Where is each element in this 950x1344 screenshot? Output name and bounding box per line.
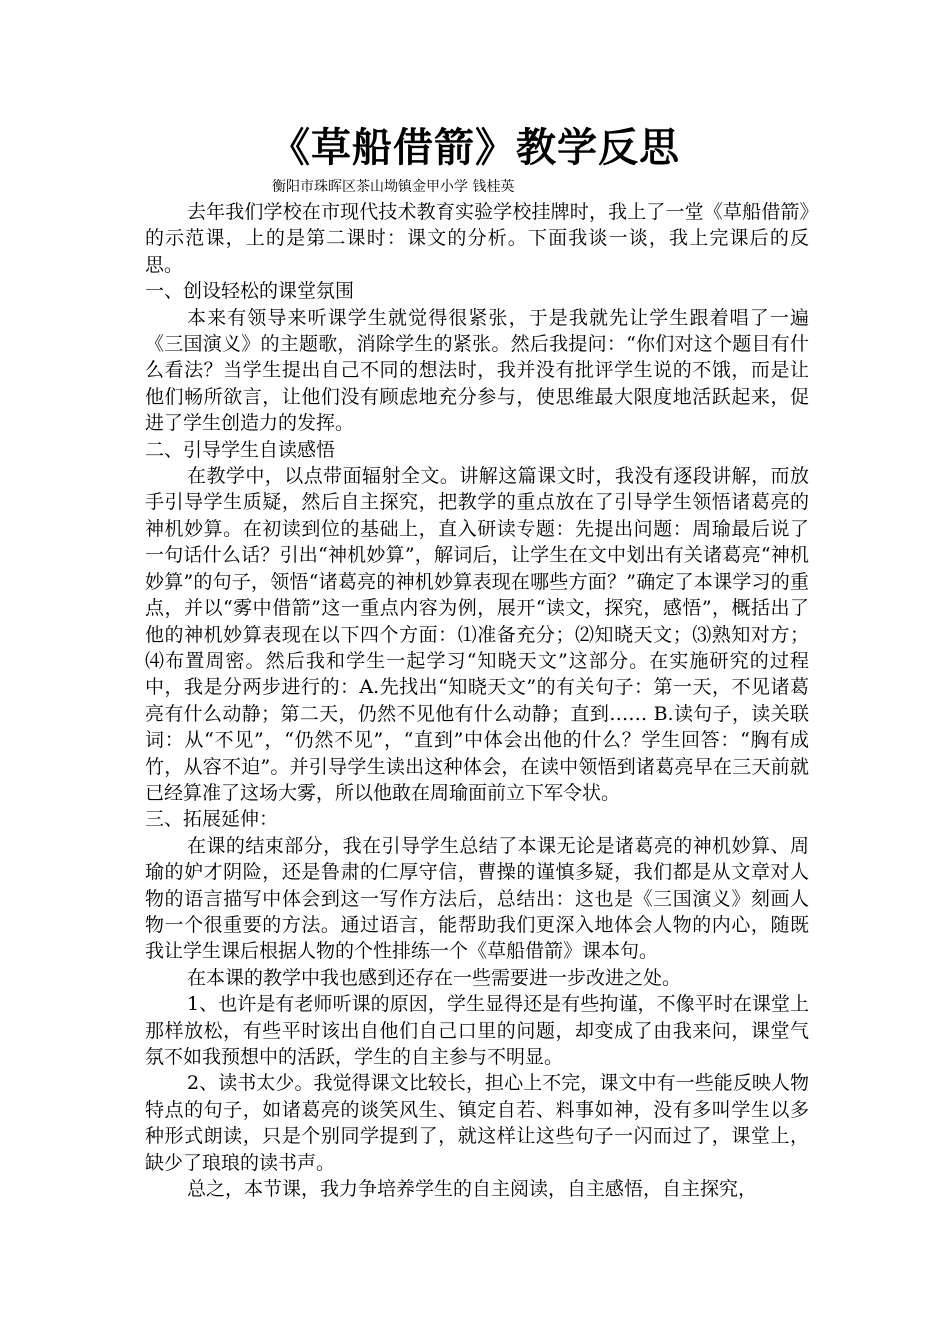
paragraph-improvement-2: 2、读书太少。我觉得课文比较长，担心上不完，课文中有一些能反映人物特点的句子，如诸葛亮的谈笑风生、镇定自若、料事如神，没有多叫学生以多种形式朗读，只是个别同学提到了，就这样让这些句子一闪而过了，课堂上，缺少了琅琅的读书声。 [145, 1072, 809, 1174]
document-body [145, 199, 809, 1202]
paragraph-improvements-intro: 在本课的教学中我也感到还存在一些需要进一步改进之处。 [187, 966, 682, 989]
section-heading-3: 三、拓展延伸： [145, 808, 279, 831]
document-title: 《草船借箭》教学反思 [270, 125, 680, 171]
paragraph-section-2: 在教学中，以点带面辐射全文。讲解这篇课文时，我没有逐段讲解，而放手引导学生质疑，然后自主探究，把教学的重点放在了引导学生领悟诸葛亮的神机妙算。在初读到位的基础上，直入研读专题：先提出问题：周瑜最后说了一句话什么话？引出“神机妙算”，解词后，让学生在文中划出有关诸葛亮“神机妙算”的句子，领悟“诸葛亮的神机妙算表现在哪些方面？”确定了本课学习的重点，并以“雾中借箭”这一重点内容为例，展开“读文，探究，感悟”，概括出了他的神机妙算表现在以下四个方面：⑴准备充分；⑵知晓天文；⑶熟知对方；⑷布置周密。然后我和学生一起学习“知晓天文”这部分。在实施研究的过程中，我是分两步进行的：A.先找出“知晓天文”的有关句子：第一天，不见诸葛亮有什么动静；第二天，仍然不见他有什么动静；直到…… B.读句子，读关联词：从“不见”，“仍然不见”，“直到”中体会出他的什么？学生回答：“胸有成竹，从容不迫”。并引导学生读出这种体会，在读中领悟到诸葛亮早在三天前就已经算准了这场大雾，所以他敢在周瑜面前立下军令状。 [145, 465, 809, 804]
paragraph-section-3: 在课的结束部分，我在引导学生总结了本课无论是诸葛亮的神机妙算、周瑜的妒才阴险，还是鲁肃的仁厚守信，曹操的谨慎多疑，我们都是从文章对人物的语言描写中体会到这一写作方法后，总结出：这也是《三国演义》刻画人物一个很重要的方法。通过语言，能帮助我们更深入地体会人物的内心，随既我让学生课后根据人物的个性排练一个《草船借箭》课本句。 [145, 834, 809, 963]
section-heading-2: 二、引导学生自读感悟 [145, 438, 336, 461]
author-byline: 衡阳市珠晖区茶山坳镇金甲小学 钱桂英 [272, 179, 515, 195]
paragraph-summary: 总之，本节课，我力争培养学生的自主阅读，自主感悟，自主探究， [187, 1178, 758, 1201]
paragraph-improvement-1: 1、也许是有老师听课的原因，学生显得还是有些拘谨，不像平时在课堂上那样放松，有些平时该出自他们自己口里的问题，却变成了由我来问，课堂气氛不如我预想中的活跃，学生的自主参与不明显。 [145, 993, 809, 1068]
paragraph-intro: 去年我们学校在市现代技术教育实验学校挂牌时，我上了一堂《草船借箭》的示范课，上的是第二课时：课文的分析。下面我谈一谈，我上完课后的反思。 [145, 201, 809, 276]
paragraph-section-1: 本来有领导来听课学生就觉得很紧张，于是我就先让学生跟着唱了一遍《三国演义》的主题歌，消除学生的紧张。然后我提问：“你们对这个题目有什么看法？当学生提出自己不同的想法时，我并没有批评学生说的不饿，而是让他们畅所欲言，让他们没有顾虑地充分参与，使思维最大限度地活跃起来，促进了学生创造力的发挥。 [145, 306, 809, 435]
section-heading-1: 一、创设轻松的课堂氛围 [145, 280, 355, 303]
